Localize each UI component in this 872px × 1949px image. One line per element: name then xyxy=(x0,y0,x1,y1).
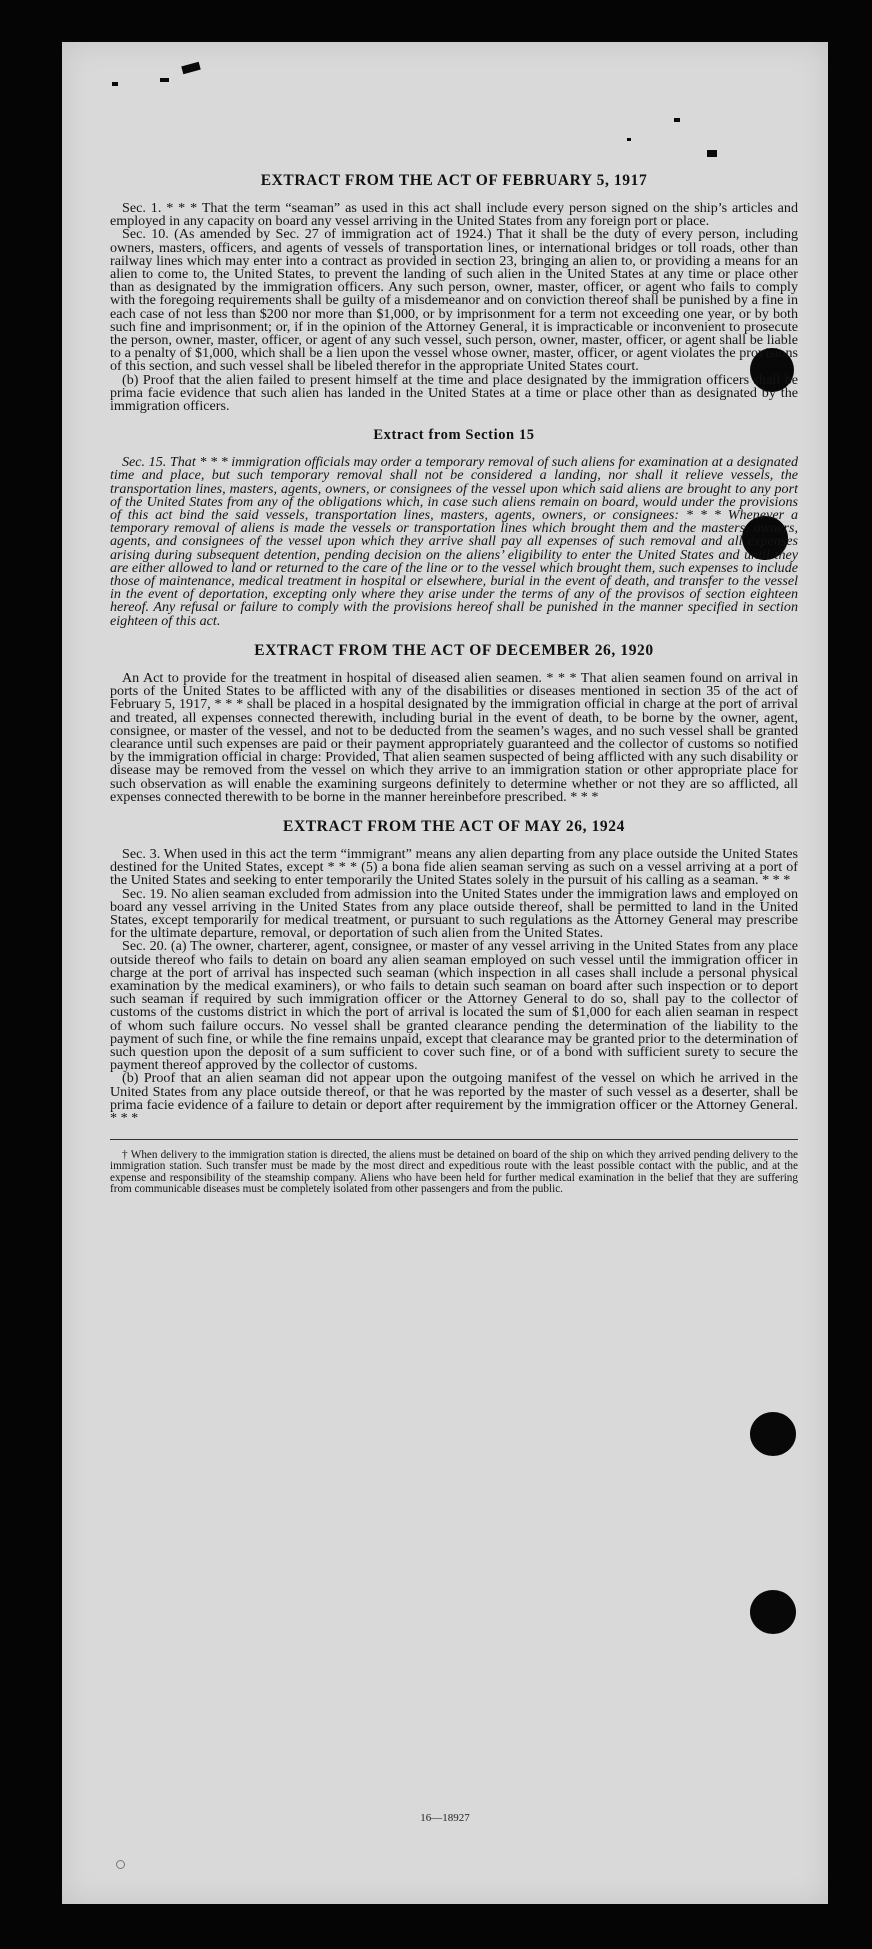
paragraph-sec-10-b: (b) Proof that the alien failed to present himself at the time and place designated by the immigration officers shall be prima facie evidence that such alien has landed in the United States at a time or place other than as designated by the immigration officers. xyxy=(110,371,798,415)
heading-section-15: Extract from Section 15 xyxy=(373,427,535,444)
scan-speck xyxy=(181,62,200,74)
paragraph-sec-19: Sec. 19. No alien seaman excluded from admission into the United States under the immigration laws and employed on board any vessel arriving in the United States from any place outside thereof, shall be permitted to land in the United States, except temporarily for medical treatment, or pursuant to such regulations as the Attorney General may prescribe for the ultimate departure, removal, or deportation of such alien from the United States. xyxy=(110,885,798,942)
scan-speck xyxy=(112,82,118,86)
paragraph-sec-1: Sec. 1. * * * That the term “seaman” as used in this act shall include every person signed on the ship’s articles and employed in any capacity on board any vessel arriving in the United States from any foreign port or place. xyxy=(110,200,798,230)
footnote-divider xyxy=(110,1139,798,1140)
heading-act-1920: EXTRACT FROM THE ACT OF DECEMBER 26, 1920 xyxy=(254,641,654,659)
punch-hole xyxy=(750,1412,796,1456)
section-act-1920 xyxy=(110,669,798,805)
scan-speck xyxy=(627,138,631,141)
punch-hole xyxy=(750,1590,796,1634)
section-act-1917 xyxy=(110,202,798,413)
scan-dot xyxy=(116,1860,125,1869)
page-number: 16—18927 xyxy=(420,1812,470,1824)
paragraph-sec-15: Sec. 15. That * * * immigration officials may order a temporary removal of such aliens for examination at a designated time and place, but such temporary removal shall not be considered a landing, nor shall it relieve vessels, the transportation lines, masters, agents, owners, or consignees of the vessel upon which said aliens are brought to any port of the United States from any of the obligations which, in case such aliens remain on board, would under the provisions of this act bind the said vessels, transportation lines, masters, agents, owners, or consignees: * * * Whenever a temporary removal of aliens is made the vessels or transportation lines which brought them and the masters, owners, agents, and consignees of the vessel upon which they arrive shall pay all expenses of such removal and all expenses arising during subsequent detention, pending decision on the aliens’ eligibility to enter the United States and until they are either allowed to land or returned to the care of the line or to the vessel which brought them, such expenses to include those of maintenance, medical treatment in hospital or elsewhere, burial in the event of death, and transfer to the vessel in the event of deportation, excepting only where they arise under the terms of any of the provisos of section eighteen hereof. Any refusal or failure to comply with the provisions hereof shall be punished in the manner specified in section eighteen of this act. xyxy=(110,454,798,629)
document-body xyxy=(110,172,798,1195)
paragraph-sec-10: Sec. 10. (As amended by Sec. 27 of immigration act of 1924.) That it shall be the duty of every person, including owners, masters, officers, and agents of vessels of transportation lines, or international bridges or toll roads, other than railway lines which may enter into a contract as provided in section 23, bringing an alien to, or providing a means for an alien to come to, the United States, to prevent the landing of such alien in the United States at any time or place other than as designated by the immigration officers. Any such person, owner, master, officer, or agent who fails to comply with the foregoing requirements shall be guilty of a misdemeanor and on conviction thereof shall be punished by a fine in each case of not less than $200 nor more than $1,000, or by imprisonment for a term not exceeding one year, or by both such fine and imprisonment; or, if in the opinion of the Attorney General, it is impracticable or inconvenient to prosecute the person, owner, master, officer, or agent of any such vessel, such person, owner, master, officer, or agent shall be liable to a penalty of $1,000, which shall be a lien upon the vessel whose owner, master, officer, or agent violates the provisions of this section, and such vessel shall be libeled therefor in the appropriate United States court. xyxy=(110,226,798,375)
section-act-1924 xyxy=(110,845,798,1126)
scan-speck xyxy=(707,150,717,157)
scan-speck xyxy=(160,78,169,82)
footnote: † When delivery to the immigration station is directed, the aliens must be detained on board of the ship on which they arrived pending delivery to the immigration station. Such transfer must be made by the most direct and expeditious route with the least possible contact with the public, and at the expense and responsibility of the steamship company. Aliens who have been held for further medical examination in the belief that they are suffering from communicable diseases must be completely isolated from other passengers and from the public. xyxy=(110,1149,798,1195)
paragraph-sec-20-a: Sec. 20. (a) The owner, charterer, agent, consignee, or master of any vessel arriving in the United States from any place outside thereof who fails to detain on board any alien seaman employed on such vessel until the immigration officer in charge at the port of arrival has inspected such seaman (which inspection in all cases shall include a personal physical examination by the medical examiners), or who fails to detain such seaman on board after such inspection or to deport such seaman if required by such immigration officer or the Attorney General to do so, shall pay to the collector of customs of the customs district in which the port of arrival is located the sum of $1,000 for each alien seaman in respect of whom such failure occurs. No vessel shall be granted clearance pending the determination of the liability to the payment of such fine, or while the fine remains unpaid, except that clearance may be granted prior to the determination of such question upon the deposit of a sum sufficient to cover such fine, or of a bond with sufficient surety to secure the payment thereof approved by the collector of customs. xyxy=(110,938,798,1074)
heading-act-1917: EXTRACT FROM THE ACT OF FEBRUARY 5, 1917 xyxy=(260,172,648,189)
paragraph-sec-3: Sec. 3. When used in this act the term “immigrant” means any alien departing from any place outside the United States destined for the United States, except * * * (5) a bona fide alien seaman serving as such on a vessel arriving at a port of the United States and seeking to enter temporarily the United States solely in the pursuit of his calling as a seaman. * * * xyxy=(110,845,798,889)
heading-act-1924: EXTRACT FROM THE ACT OF MAY 26, 1924 xyxy=(283,817,625,835)
document-page xyxy=(62,42,828,1904)
scan-speck xyxy=(674,118,680,122)
section-15 xyxy=(110,456,798,628)
paragraph-act-1920: An Act to provide for the treatment in hospital of diseased alien seamen. * * * That alien seamen found on arrival in ports of the United States to be afflicted with any of the disabilities or diseases mentioned in section 35 of the act of February 5, 1917, * * * shall be placed in a hospital designated by the immigration official in charge at the port of arrival and treated, all expenses connected therewith, including burial in the event of death, to be borne by the owner, agent, consignee, or master of the vessel, and not to be deducted from the seamen’s wages, and no such vessel shall be granted clearance until such expenses are paid or their payment appropriately guaranteed and the collector of customs so notified by the immigration official in charge: Provided, That alien seamen suspected of being afflicted with any such disability or disease may be removed from the vessel on which they arrive to an immigration station or other appropriate place for such observation as will enable the examining surgeons definitely to determine whether or not they are so afflicted, all expenses connected therewith to be borne in the manner hereinbefore prescribed. * * * xyxy=(110,669,798,805)
paragraph-sec-20-b: (b) Proof that an alien seaman did not appear upon the outgoing manifest of the vessel on which he arrived in the United States from any place outside thereof, or that he was reported by the master of such vessel as a deserter, shall be prima facie evidence of a failure to detain or deport after requirement by the immigration officer or the Attorney General. * * * xyxy=(110,1070,798,1126)
